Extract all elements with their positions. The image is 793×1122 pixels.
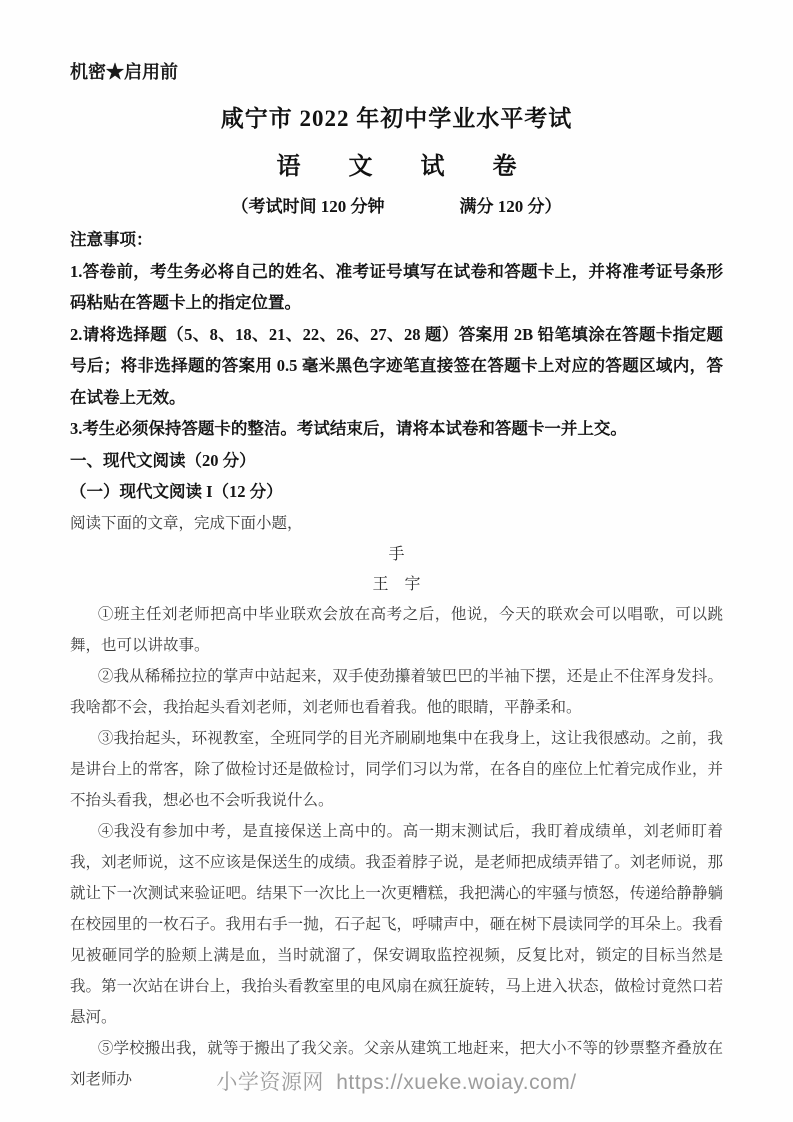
article-body <box>70 599 723 1095</box>
article-paragraph-2: ②我从稀稀拉拉的掌声中站起来，双手使劲攥着皱巴巴的半袖下摆，还是止不住浑身发抖。我啥都不会，我抬起头看刘老师，刘老师也看着我。他的眼睛，平静柔和。 <box>70 667 723 716</box>
notice-item-2: 2.请将选择题（5、8、18、21、22、26、27、28 题）答案用 2B 铅笔填涂在答题卡指定题号后；将非选择题的答案用 0.5 毫米黑色字迹笔直接签在答题卡上对应的答题区域内，答在试卷上无效。 <box>70 324 723 407</box>
exam-title: 咸宁市 2022 年初中学业水平考试 <box>220 106 573 131</box>
reading-instruction: 阅读下面的文章，完成下面小题， <box>70 514 303 532</box>
notice-item-3: 3.考生必须保持答题卡的整洁。考试结束后，请将本试卷和答题卡一并上交。 <box>70 419 627 438</box>
exam-duration: （考试时间 120 分钟 <box>231 197 385 216</box>
exam-total-score: 满分 120 分） <box>459 197 562 216</box>
notice-item-1: 1.答卷前，考生务必将自己的姓名、准考证号填写在试卷和答题卡上，并将准考证号条形码粘贴在答题卡上的指定位置。 <box>70 261 723 312</box>
exam-info-line <box>232 192 562 217</box>
footer-site-name: 小学资源网 <box>216 1071 324 1094</box>
article-paragraph-1: ①班主任刘老师把高中毕业联欢会放在高考之后，他说，今天的联欢会可以唱歌，可以跳舞，也可以讲故事。 <box>70 605 723 654</box>
section-1-heading: 一、现代文阅读（20 分） <box>70 450 256 470</box>
section-1-1-heading: （一）现代文阅读 I（12 分） <box>70 482 283 501</box>
article-paragraph-4: ④我没有参加中考，是直接保送上高中的。高一期末测试后，我盯着成绩单，刘老师盯着我，刘老师说，这不应该是保送生的成绩。我歪着脖子说，是老师把成绩弄错了。刘老师说，那就让下一次测试来验证吧。结果下一次比上一次更糟糕，我把满心的牢骚与愤怒，传递给静静躺在校园里的一枚石子。我用右手一抛，石子起飞，呼啸声中，砸在树下晨读同学的耳朵上。我看见被砸同学的脸颊上满是血，当时就溜了，保安调取监控视频，反复比对，锁定的目标当然是我。第一次站在讲台上，我抬头看教室里的电风扇在疯狂旋转，马上进入状态，做检讨竟然口若悬河。 <box>70 822 723 1026</box>
exam-header <box>70 100 723 217</box>
footer-site-url: https://xueke.woiay.com/ <box>336 1071 577 1094</box>
notice-heading: 注意事项： <box>70 230 153 249</box>
article-title: 手 <box>388 544 405 563</box>
article-author: 王 宇 <box>372 574 421 593</box>
article-paragraph-5: ⑤学校搬出我，就等于搬出了我父亲。父亲从建筑工地赶来，把大小不等的钞票整齐叠放在刘老师办 <box>70 1039 723 1088</box>
subject-title: 语 文 试 卷 <box>276 154 517 180</box>
footer-watermark <box>0 1066 793 1096</box>
notice-section <box>70 224 723 445</box>
confidential-label: 机密★启用前 <box>70 62 178 82</box>
article-paragraph-3: ③我抬起头，环视教室，全班同学的目光齐刷刷地集中在我身上，这让我很感动。之前，我是讲台上的常客，除了做检讨还是做检讨，同学们习以为常，在各自的座位上忙着完成作业，并不抬头看我，想必也不会听我说什么。 <box>70 729 723 809</box>
